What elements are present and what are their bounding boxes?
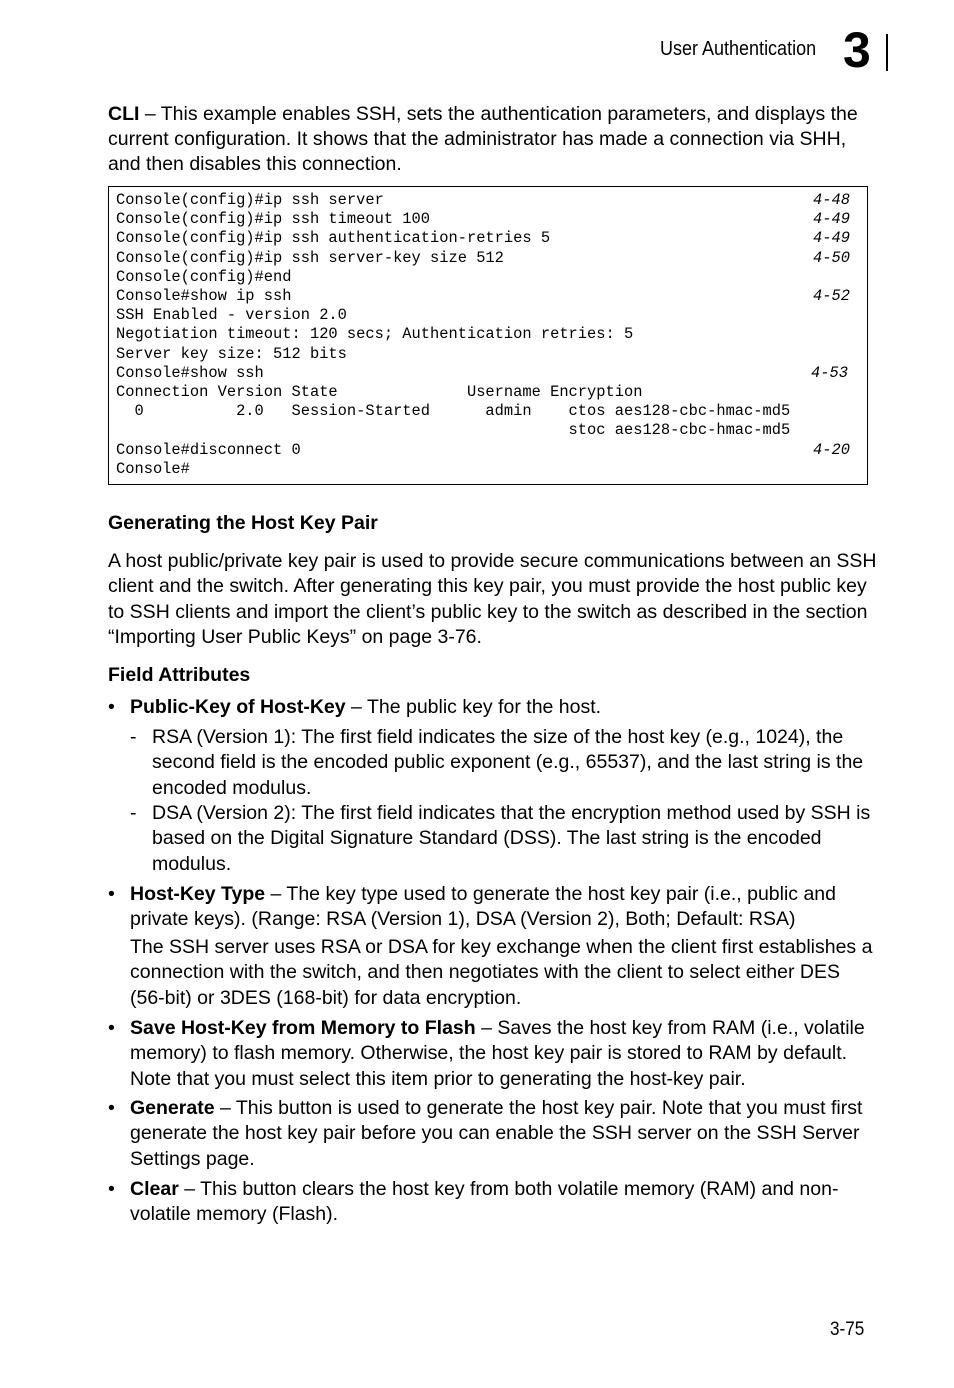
field-desc: – This button is used to generate the host key pair. Note that you must first generate the host key pair before you can enable the SSH server on the SSH Server Settings page. [130, 1097, 863, 1170]
code-page-ref: 4-48 [813, 191, 850, 209]
bullet-marker: • [108, 1178, 115, 1200]
bullet-marker: • [108, 696, 115, 718]
bullet-marker: • [108, 1097, 115, 1119]
code-line: SSH Enabled - version 2.0 [116, 306, 347, 325]
subitem-rsa: RSA (Version 1): The first field indicates the size of the host key (e.g., 1024), the second field is the encoded public exponent (e.g., 65537), and the last string is the encoded modulus. [152, 726, 864, 799]
code-line: Console#show ip ssh [116, 287, 292, 305]
code-page-ref: 4-50 [813, 248, 850, 267]
field-term: Clear [130, 1178, 179, 1200]
code-line: stoc aes128-cbc-hmac-md5 [116, 421, 791, 440]
code-line: Connection Version State Username Encryption [116, 383, 643, 401]
cli-label: CLI [108, 103, 140, 125]
bullet-marker: • [108, 1017, 115, 1039]
section-title: Generating the Host Key Pair [108, 512, 378, 534]
chapter-number: 3 [843, 22, 871, 78]
field-desc: – The key type used to generate the host key pair (i.e., public and private keys). (Range: RSA (Version 1), DSA (Version 2), Both; Default: RSA) [130, 883, 837, 931]
code-page-ref: 4-49 [813, 210, 850, 229]
code-line: Console(config)#end [116, 267, 292, 286]
field-item-generate [130, 1096, 875, 1172]
running-header: User Authentication [660, 38, 817, 60]
field-term: Public-Key of Host-Key [130, 696, 346, 718]
field-attributes-title: Field Attributes [108, 664, 251, 686]
code-line: Console(config)#ip ssh authentication-retries 5 [116, 229, 551, 248]
field-desc: – This button clears the host key from both volatile memory (RAM) and non-volatile memory (Flash). [130, 1178, 839, 1226]
field-term: Generate [130, 1097, 215, 1119]
bullet-marker: • [108, 883, 115, 905]
code-example [108, 186, 868, 485]
field-desc: – Saves the host key from RAM (i.e., volatile memory) to flash memory. Otherwise, the host key pair is stored to RAM by default. Note that you must select this item prior to generating the host-key pair. [130, 1017, 865, 1090]
code-line: Console(config)#ip ssh server-key size 512 [116, 248, 504, 267]
field-item-clear [130, 1177, 875, 1228]
field-term: Save Host-Key from Memory to Flash [130, 1017, 476, 1039]
code-line: Console# [116, 459, 190, 478]
code-page-ref: 4-52 [813, 287, 850, 305]
code-line: Console(config)#ip ssh timeout 100 [116, 210, 431, 229]
code-line: Server key size: 512 bits [116, 344, 347, 363]
code-page-ref: 4-20 [813, 440, 850, 459]
header-rule [886, 34, 888, 71]
field-item-save-host-key [130, 1016, 875, 1092]
section-paragraph: A host public/private key pair is used to provide secure communications between an SSH client and the switch. After generating this key pair, you must provide the host public key to SSH clients and import the client’s public key to the switch as described in the section “Importing User Public Keys” on page 3-76. [108, 550, 877, 648]
dash-marker: - [130, 802, 137, 824]
dash-marker: - [130, 726, 137, 748]
code-page-ref: 4-53 [811, 363, 848, 382]
code-line: Console#disconnect 0 [116, 440, 301, 459]
field-item-public-key [130, 695, 875, 720]
page-number: 3-75 [830, 1318, 865, 1340]
code-line: Negotiation timeout: 120 secs; Authentication retries: 5 [116, 325, 634, 344]
host-key-note: The SSH server uses RSA or DSA for key exchange when the client first establishes a connection with the switch, and then negotiates with the client to select either DES (56-bit) or 3DES (168-bit) for data encryption. [130, 936, 873, 1009]
field-desc: – The public key for the host. [345, 696, 602, 718]
code-line: Console(config)#ip ssh server [116, 191, 384, 209]
field-term: Host-Key Type [130, 883, 266, 905]
code-line: Console#show ssh [116, 363, 264, 382]
code-line: 0 2.0 Session-Started admin ctos aes128-cbc-hmac-md5 [116, 402, 791, 421]
field-item-host-key-type [130, 882, 875, 933]
cli-intro-text: – This example enables SSH, sets the authentication parameters, and displays the current configuration. It shows that the administrator has made a connection via SHH, and then disables this connection. [108, 103, 858, 175]
code-page-ref: 4-49 [813, 229, 850, 248]
cli-intro [108, 102, 878, 177]
subitem-dsa: DSA (Version 2): The first field indicates that the encryption method used by SSH is based on the Digital Signature Standard (DSS). The last string is the encoded modulus. [152, 802, 871, 875]
